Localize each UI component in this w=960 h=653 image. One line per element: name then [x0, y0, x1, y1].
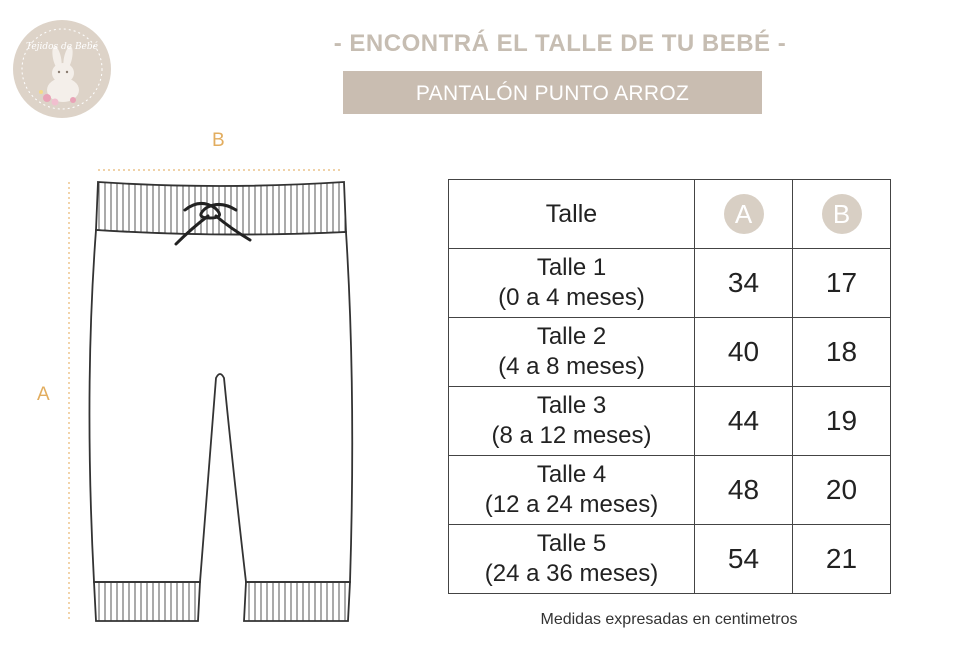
talle-range: (0 a 4 meses)	[498, 284, 645, 311]
measure-b-cell: 17	[793, 249, 891, 318]
pants-body	[89, 230, 352, 582]
right-cuff	[244, 582, 350, 621]
dimension-a-label: A	[37, 384, 50, 405]
measure-b-cell: 19	[793, 387, 891, 456]
talle-range: (12 a 24 meses)	[484, 491, 659, 518]
talle-cell	[449, 318, 695, 387]
talle-name: Talle 2	[536, 323, 607, 350]
left-cuff	[94, 582, 200, 621]
talle-range: (4 a 8 meses)	[498, 353, 645, 380]
talle-cell	[449, 249, 695, 318]
measurement-footnote: Medidas expresadas en centimetros	[540, 611, 798, 628]
table-row	[449, 525, 891, 594]
measure-a-cell: 40	[695, 318, 793, 387]
talle-cell	[449, 387, 695, 456]
product-name-banner: PANTALÓN PUNTO ARROZ	[343, 71, 762, 114]
table-row	[449, 249, 891, 318]
talle-range: (24 a 36 meses)	[484, 560, 659, 587]
talle-name: Talle 3	[536, 392, 607, 419]
talle-header-label: Talle	[545, 199, 598, 228]
table-header-row	[449, 180, 891, 249]
measure-b-cell: 21	[793, 525, 891, 594]
logo-text: Tejidos de Bebé	[26, 42, 98, 52]
waistband	[96, 182, 346, 235]
talle-name: Talle 4	[536, 461, 607, 488]
brand-logo	[13, 20, 111, 118]
dimension-b-label: B	[212, 130, 225, 151]
table-row	[449, 387, 891, 456]
column-header-a	[695, 180, 793, 249]
measure-a-cell: 54	[695, 525, 793, 594]
a-circle-badge: A	[724, 194, 764, 234]
column-header-talle	[449, 180, 695, 249]
column-header-b	[793, 180, 891, 249]
talle-name: Talle 1	[536, 254, 607, 281]
talle-name: Talle 5	[536, 530, 607, 557]
measure-a-cell: 48	[695, 456, 793, 525]
measure-a-cell: 34	[695, 249, 793, 318]
page-title: - ENCONTRÁ EL TALLE DE TU BEBÉ -	[333, 30, 787, 57]
measure-a-cell: 44	[695, 387, 793, 456]
table-row	[449, 456, 891, 525]
b-circle-badge: B	[822, 194, 862, 234]
measure-b-cell: 18	[793, 318, 891, 387]
talle-range: (8 a 12 meses)	[491, 422, 652, 449]
talle-cell	[449, 525, 695, 594]
pants-diagram	[60, 160, 360, 635]
size-table	[448, 179, 891, 594]
talle-cell	[449, 456, 695, 525]
bunny-icon	[13, 20, 111, 118]
table-row	[449, 318, 891, 387]
measure-b-cell: 20	[793, 456, 891, 525]
